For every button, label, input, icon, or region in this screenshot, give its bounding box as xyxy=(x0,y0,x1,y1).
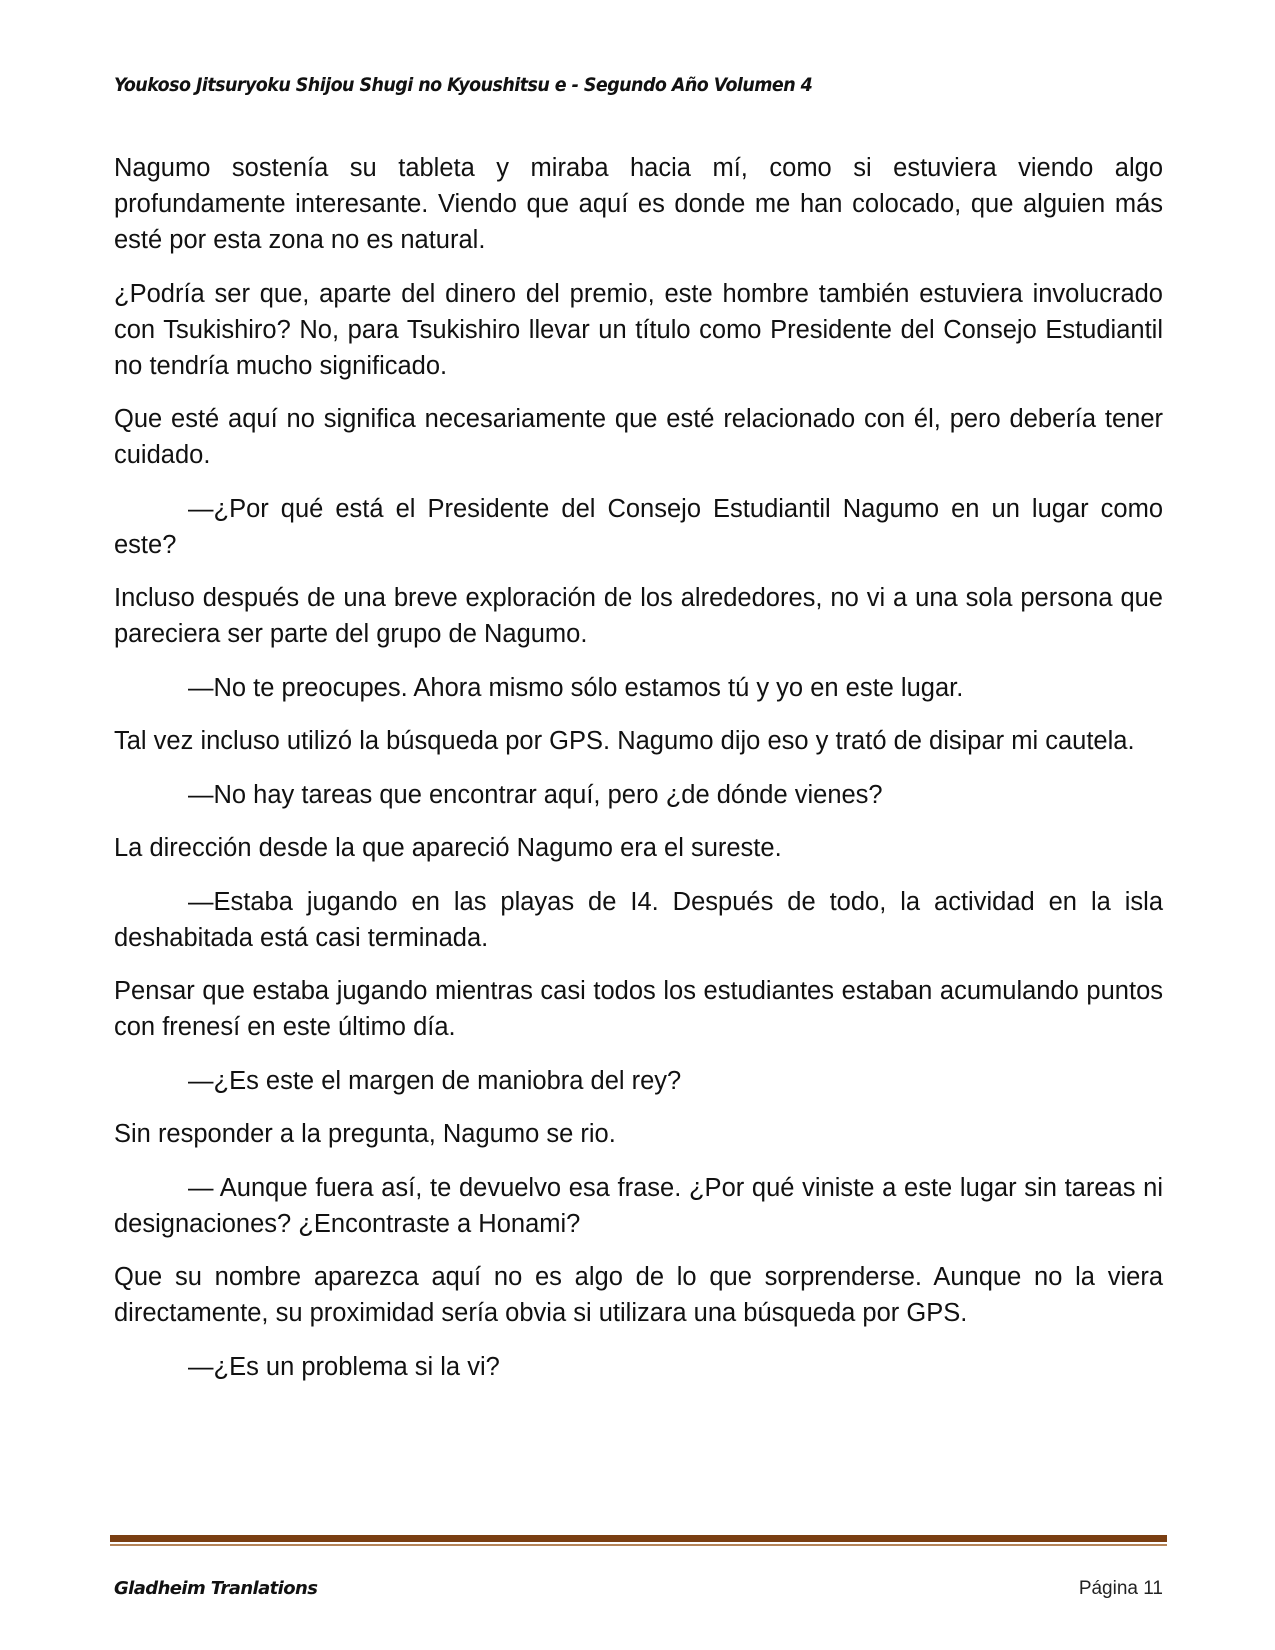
dialogue-paragraph: —¿Es un problema si la vi? xyxy=(188,1352,500,1381)
narration-paragraph: Incluso después de una breve exploración de los alrededores, no vi a una sola persona que pareciera ser parte del grupo de Nagumo. xyxy=(114,584,1163,648)
dialogue-paragraph: —No te preocupes. Ahora mismo sólo estamos tú y yo en este lugar. xyxy=(188,673,964,702)
page-body xyxy=(114,150,1163,1402)
running-header: Youkoso Jitsuryoku Shijou Shugi no Kyoushitsu e - Segundo Año Volumen 4 xyxy=(114,74,813,96)
dialogue-paragraph: — Aunque fuera así, te devuelvo esa frase. ¿Por qué viniste a este lugar sin tareas ni designaciones? ¿Encontraste a Honami? xyxy=(114,1173,1163,1238)
page-number-value: 11 xyxy=(1143,1578,1163,1599)
narration-paragraph: Sin responder a la pregunta, Nagumo se rio. xyxy=(114,1120,616,1148)
footer-divider xyxy=(110,1535,1167,1546)
dialogue-paragraph: —¿Por qué está el Presidente del Consejo Estudiantil Nagumo en un lugar como este? xyxy=(114,494,1163,559)
narration-paragraph: La dirección desde la que apareció Nagumo era el sureste. xyxy=(114,834,782,862)
narration-paragraph: Que esté aquí no significa necesariamente que esté relacionado con él, pero debería tener cuidado. xyxy=(114,405,1163,469)
narration-paragraph: Que su nombre aparezca aquí no es algo de lo que sorprenderse. Aunque no la viera directamente, su proximidad sería obvia si utilizara una búsqueda por GPS. xyxy=(114,1263,1163,1327)
page-label: Página xyxy=(1078,1578,1138,1599)
narration-paragraph: ¿Podría ser que, aparte del dinero del premio, este hombre también estuviera involucrado con Tsukishiro? No, para Tsukishiro llevar un título como Presidente del Consejo Estudiantil no tendría mucho significado. xyxy=(114,279,1163,380)
dialogue-paragraph: —¿Es este el margen de maniobra del rey? xyxy=(188,1066,682,1095)
page-number xyxy=(1079,1578,1163,1600)
narration-paragraph: Nagumo sostenía su tableta y miraba hacia mí, como si estuviera viendo algo profundamente interesante. Viendo que aquí es donde me han colocado, que alguien más esté por esta zona no es natural. xyxy=(114,154,1163,254)
dialogue-paragraph: —Estaba jugando en las playas de I4. Después de todo, la actividad en la isla deshabitada está casi terminada. xyxy=(114,887,1163,952)
narration-paragraph: Pensar que estaba jugando mientras casi todos los estudiantes estaban acumulando puntos con frenesí en este último día. xyxy=(114,977,1163,1041)
dialogue-paragraph: —No hay tareas que encontrar aquí, pero ¿de dónde vienes? xyxy=(188,780,883,809)
narration-paragraph: Tal vez incluso utilizó la búsqueda por GPS. Nagumo dijo eso y trató de disipar mi cautela. xyxy=(114,727,1135,755)
footer-publisher: Gladheim Tranlations xyxy=(114,1578,318,1599)
